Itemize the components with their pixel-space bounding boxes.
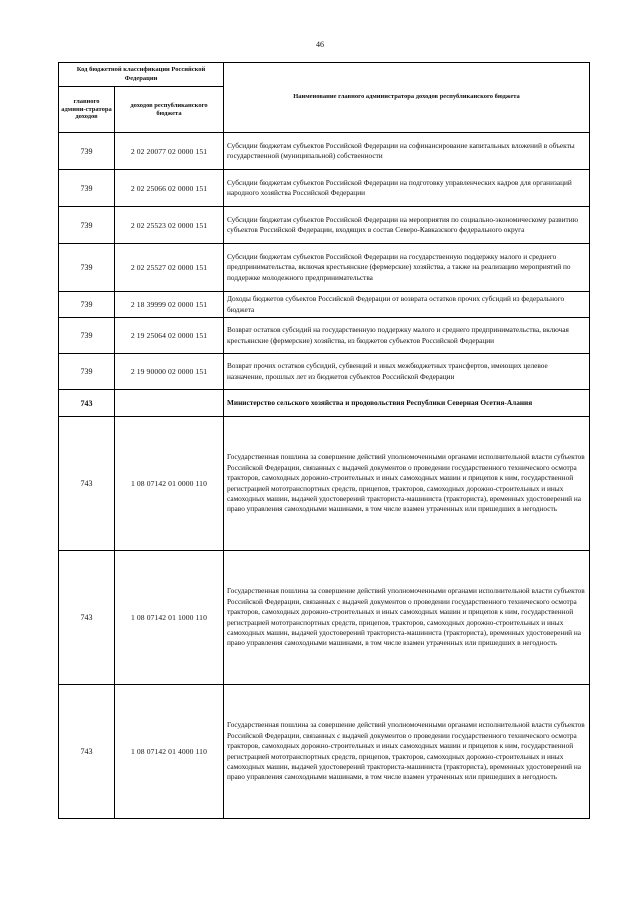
revenue-code-cell: 1 08 07142 01 4000 110 (115, 685, 224, 819)
table-row (59, 417, 590, 551)
table-row (59, 318, 590, 354)
revenue-code-cell: 2 02 25523 02 0000 151 (115, 207, 224, 244)
revenue-name-cell: Субсидии бюджетам субъектов Российской Федерации на государственную поддержку малого и среднего предпринимательства, включая крестьянские (фермерские) хозяйства, а также на реализацию мероприятий по поддержке молодежного предпринимательства (224, 244, 590, 292)
revenue-code-cell: 2 18 39999 02 0000 151 (115, 292, 224, 318)
admin-code-cell: 739 (59, 244, 115, 292)
table-row (59, 244, 590, 292)
admin-code-cell: 743 (59, 417, 115, 551)
revenue-code-cell: 2 02 20077 02 0000 151 (115, 133, 224, 170)
table-row (59, 292, 590, 318)
revenue-name-cell: Доходы бюджетов субъектов Российской Федерации от возврата остатков прочих субсидий из федерального бюджета (224, 292, 590, 318)
admin-code-cell: 743 (59, 390, 115, 417)
revenue-name-cell: Возврат остатков субсидий на государственную поддержку малого и среднего предпринимательства, включая крестьянские (фермерские) хозяйства, из бюджетов субъектов Российской Федерации (224, 318, 590, 354)
admin-code-cell: 739 (59, 354, 115, 390)
revenue-code-column-header: доходов республиканского бюджета (115, 87, 224, 133)
admin-code-cell: 739 (59, 207, 115, 244)
table-row (59, 354, 590, 390)
revenue-name-cell: Субсидии бюджетам субъектов Российской Федерации на подготовку управленческих кадров для организаций народного хозяйства Российской Федерации (224, 170, 590, 207)
admin-column-header: главного админи-стратора доходов (59, 87, 115, 133)
revenue-code-cell: 2 19 25064 02 0000 151 (115, 318, 224, 354)
ministry-row (59, 390, 590, 417)
revenue-name-cell: Государственная пошлина за совершение действий уполномоченными органами исполнительной власти субъектов Российской Федерации, связанных с выдачей документов о проведении государственного технического осмотра тракторов, самоходных дорожно-строительных и иных самоходных машин и прицепов к ним, государственной регистрацией мототранспортных средств, прицепов, тракторов, самоходных дорожно-строительных и иных самоходных машин, выдачей удостоверений тракториста-машиниста (тракториста), временных удостоверений на право управления самоходными машинами, в том числе взамен утраченных или пришедших в негодность (224, 551, 590, 685)
admin-code-cell: 739 (59, 292, 115, 318)
table-row (59, 685, 590, 819)
revenue-code-cell: 2 02 25066 02 0000 151 (115, 170, 224, 207)
revenue-code-cell: 1 08 07142 01 0000 110 (115, 417, 224, 551)
table-row (59, 207, 590, 244)
revenue-code-cell: 1 08 07142 01 1000 110 (115, 551, 224, 685)
page-number: 46 (316, 40, 324, 49)
table-row (59, 551, 590, 685)
revenue-code-cell: 2 02 25527 02 0000 151 (115, 244, 224, 292)
revenue-name-cell: Субсидии бюджетам субъектов Российской Федерации на мероприятия по социально-экономическому развитию субъектов Российской Федерации, входящих в состав Северо-Кавказского федерального округа (224, 207, 590, 244)
revenue-code-cell: 2 19 90000 02 0000 151 (115, 354, 224, 390)
admin-code-cell: 739 (59, 133, 115, 170)
revenue-name-cell: Государственная пошлина за совершение действий уполномоченными органами исполнительной власти субъектов Российской Федерации, связанных с выдачей документов о проведении государственного технического осмотра тракторов, самоходных дорожно-строительных и иных самоходных машин и прицепов к ним, государственной регистрацией мототранспортных средств, прицепов, тракторов, самоходных дорожно-строительных и иных самоходных машин, выдачей удостоверений тракториста-машиниста (тракториста), временных удостоверений на право управления самоходными машинами, в том числе взамен утраченных или пришедших в негодность (224, 417, 590, 551)
revenue-name-cell: Возврат прочих остатков субсидий, субвенций и иных межбюджетных трансфертов, имеющих целевое назначение, прошлых лет из бюджетов субъектов Российской Федерации (224, 354, 590, 390)
admin-code-cell: 743 (59, 551, 115, 685)
classification-code-header: Код бюджетной классификации Российской Федерации (59, 63, 224, 87)
admin-code-cell: 739 (59, 318, 115, 354)
revenue-administrators-table (58, 62, 590, 819)
revenue-name-cell: Государственная пошлина за совершение действий уполномоченными органами исполнительной власти субъектов Российской Федерации, связанных с выдачей документов о проведении государственного технического осмотра тракторов, самоходных дорожно-строительных и иных самоходных машин и прицепов к ним, государственной регистрацией мототранспортных средств, прицепов, тракторов, самоходных дорожно-строительных и иных самоходных машин, выдачей удостоверений тракториста-машиниста (тракториста), временных удостоверений на право управления самоходными машинами, в том числе взамен утраченных или пришедших в негодность (224, 685, 590, 819)
table-row (59, 170, 590, 207)
table-row (59, 133, 590, 170)
revenue-name-cell: Субсидии бюджетам субъектов Российской Федерации на софинансирование капитальных вложений в объекты государственной (муниципальной) собственности (224, 133, 590, 170)
admin-code-cell: 739 (59, 170, 115, 207)
name-column-header: Наименование главного администратора доходов республиканского бюджета (224, 63, 590, 133)
ministry-name-cell: Министерство сельского хозяйства и продовольствия Республики Северная Осетия-Алания (224, 390, 590, 417)
admin-code-cell: 743 (59, 685, 115, 819)
revenue-code-cell (115, 390, 224, 417)
